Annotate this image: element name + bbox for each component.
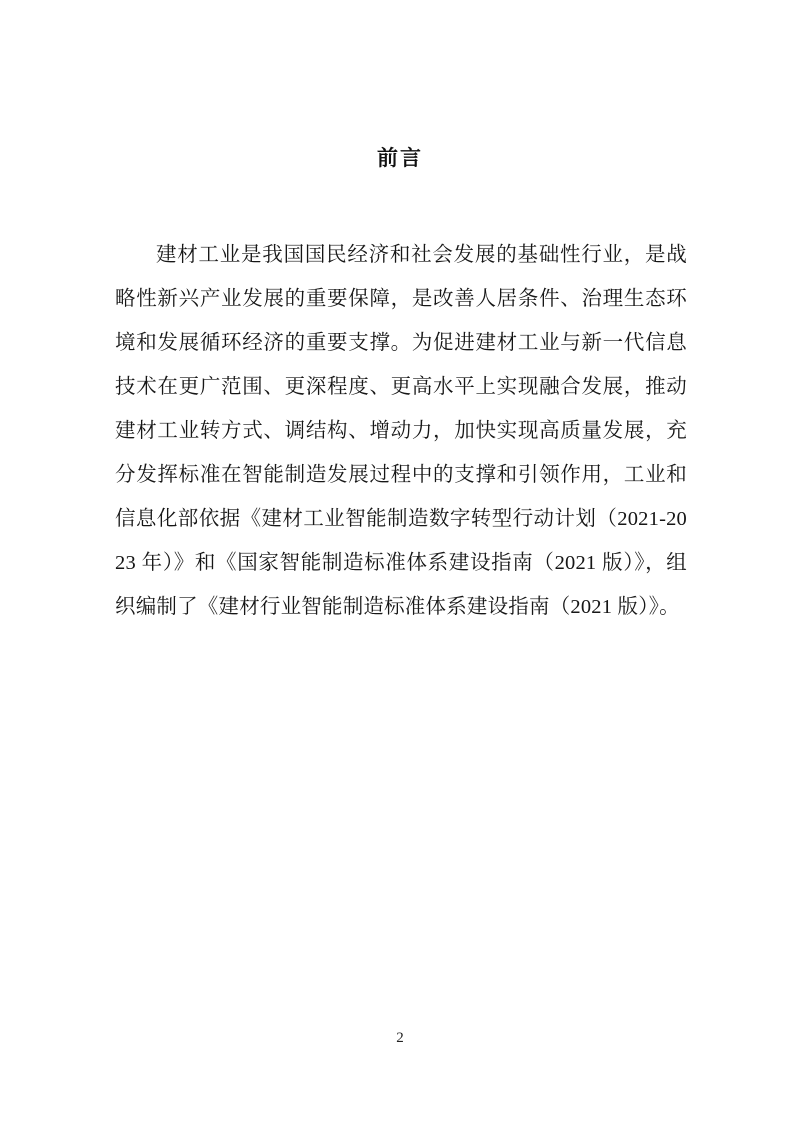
body-content xyxy=(115,212,687,649)
page-number: 2 xyxy=(396,1030,404,1046)
page-title: 前言 xyxy=(377,146,423,170)
preface-paragraph: 建材工业是我国国民经济和社会发展的基础性行业，是战略性新兴产业发展的重要保障，是改善人居条件、治理生态环境和发展循环经济的重要支撑。为促进建材工业与新一代信息技术在更广范围、更深程度、更高水平上实现融合发展，推动建材工业转方式、调结构、增动力，加快实现高质量发展，充分发挥标准在智能制造发展过程中的支撑和引领作用，工业和信息化部依据《建材工业智能制造数字转型行动计划（2021-2023 年）》和《国家智能制造标准体系建设指南（2021 版）》，组织编制了《建材行业智能制造标准体系建设指南（2021 版）》。 xyxy=(115,243,687,618)
